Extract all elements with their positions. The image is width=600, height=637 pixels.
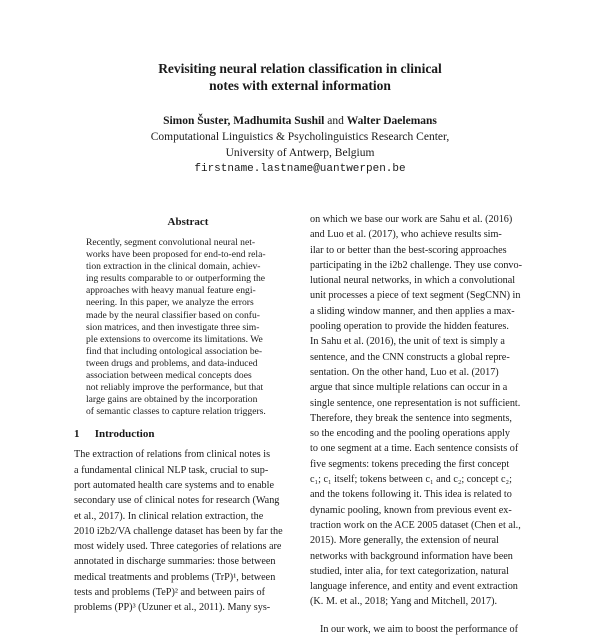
abstract-heading: Abstract bbox=[167, 216, 209, 228]
right-column-line: 2015). More generally, the extension of neural bbox=[310, 535, 499, 547]
right-column-line: dynamic pooling, known from previous event ex- bbox=[310, 504, 512, 516]
right-column-line: participating in the i2b2 challenge. They use convo- bbox=[310, 259, 522, 271]
right-column-line: In Sahu et al. (2016), the unit of text is simply a bbox=[310, 336, 505, 348]
right-column-line: five segments: tokens preceding the first concept bbox=[310, 458, 510, 470]
right-column-line: traction work on the ACE 2005 dataset (Chen et al., bbox=[310, 519, 521, 531]
intro-line: a fundamental clinical NLP task, crucial to sup- bbox=[74, 464, 269, 476]
abstract-line: not reliably improve the performance, but that bbox=[86, 382, 264, 394]
author-block bbox=[100, 113, 500, 177]
abstract-line: sion matrices, and then investigate three sim- bbox=[86, 321, 260, 333]
title-line-1: Revisiting neural relation classification in clinical bbox=[158, 61, 442, 76]
author-conjunction: and bbox=[327, 115, 344, 127]
right-column-line: c₁; c₁ itself; tokens between c₁ and c₂; concept c₂; bbox=[310, 474, 512, 486]
right-column-line: and Luo et al. (2017), who achieve results sim- bbox=[310, 229, 502, 241]
abstract-line: association between medical concepts does bbox=[86, 370, 252, 382]
right-column-line: to one segment at a time. Each sentence consists of bbox=[310, 443, 519, 455]
right-column-line: pooling operation to provide the hidden features. bbox=[310, 321, 509, 333]
intro-section-number: 1 bbox=[74, 428, 80, 441]
abstract-line: made by the neural classifier based on confu- bbox=[86, 309, 260, 321]
abstract-line: approaches with heavy manual feature engi- bbox=[86, 285, 256, 297]
right-column-line: unit processes a piece of text segment (SegCNN) in bbox=[310, 290, 521, 302]
intro-line: et al., 2017). In clinical relation extraction, the bbox=[74, 510, 264, 522]
right-column-line: a sliding window manner, and then applies a max- bbox=[310, 305, 515, 317]
left-column bbox=[74, 212, 302, 616]
abstract-line: ple extensions to overcome its limitations. We bbox=[86, 333, 263, 345]
right-column-line: so the encoding and the pooling operations apply bbox=[310, 428, 511, 440]
intro-line: medical treatments and problems (TrP)¹, between bbox=[74, 571, 276, 583]
intro-body bbox=[74, 447, 302, 615]
right-column-line: ilar to or better than the best-scoring approaches bbox=[310, 244, 507, 256]
author-names bbox=[100, 113, 500, 129]
right-column-new-paragraph: In our work, we aim to boost the performance of bbox=[320, 623, 519, 635]
abstract-line: ing results comparable to or outperforming the bbox=[86, 273, 266, 285]
right-column-line: lutional neural networks, in which a convolutional bbox=[310, 275, 516, 287]
abstract-body bbox=[86, 237, 288, 418]
affiliation-line-2: University of Antwerp, Belgium bbox=[225, 147, 375, 159]
intro-line: annotated in discharge summaries: those between bbox=[74, 556, 276, 568]
abstract-line: neering. In this paper, we analyze the errors bbox=[86, 297, 254, 309]
intro-line: port automated health care systems and to enable bbox=[74, 480, 274, 491]
right-column bbox=[310, 212, 532, 637]
abstract-line: works have been proposed for end-to-end rela- bbox=[86, 249, 266, 261]
abstract-line: of semantic classes to capture relation triggers. bbox=[86, 406, 266, 418]
author-names-last: Walter Daelemans bbox=[346, 115, 437, 127]
paper-title bbox=[100, 60, 500, 94]
title-line-2: notes with external information bbox=[209, 78, 391, 93]
intro-line: problems (PP)³ (Uzuner et al., 2011). Many sys- bbox=[74, 602, 271, 614]
right-column-line: networks with background information have been bbox=[310, 550, 513, 562]
intro-section-title: Introduction bbox=[94, 428, 155, 441]
right-column-line: language inference, and entity and event extraction bbox=[310, 581, 518, 593]
right-column-line: single sentence, one representation is not sufficient. bbox=[310, 397, 521, 409]
affiliation-line-1: Computational Linguistics & Psycholinguistics Research Center, bbox=[150, 131, 450, 143]
right-column-line: on which we base our work are Sahu et al. (2016) bbox=[310, 214, 513, 225]
right-column-line: Therefore, they break the sentence into segments, bbox=[310, 412, 512, 424]
intro-line: most widely used. Three categories of relations are bbox=[74, 541, 282, 553]
right-column-body bbox=[310, 212, 532, 610]
right-column-line: (K. M. et al., 2018; Yang and Mitchell, 2017). bbox=[310, 596, 498, 608]
intro-line: 2010 i2b2/VA challenge dataset has been by far the bbox=[74, 525, 283, 537]
abstract-line: Recently, segment convolutional neural net- bbox=[86, 237, 256, 248]
intro-line: secondary use of clinical notes for research (Wang bbox=[74, 495, 280, 507]
author-names-first: Simon Šuster, Madhumita Sushil bbox=[163, 115, 325, 127]
abstract-line: tion extraction in the clinical domain, achiev- bbox=[86, 261, 261, 273]
right-column-line: sentence, and the CNN constructs a global repre- bbox=[310, 351, 510, 363]
right-column-line: and the tokens following it. This idea is related to bbox=[310, 489, 512, 501]
abstract-line: large gains are obtained by the incorporation bbox=[86, 394, 258, 406]
right-column-line: studied, inter alia, for text categorization, natural bbox=[310, 565, 509, 577]
abstract-line: find that including ontological association be- bbox=[86, 345, 263, 357]
author-email: firstname.lastname@uantwerpen.be bbox=[194, 163, 406, 175]
intro-line: The extraction of relations from clinical notes is bbox=[74, 449, 271, 461]
abstract-line: tween drugs and problems, and data-induced bbox=[86, 357, 258, 369]
right-column-line: sentation. On the other hand, Luo et al. (2017) bbox=[310, 366, 499, 378]
intro-heading bbox=[74, 427, 302, 441]
intro-line: tests and problems (TeP)² and between pairs of bbox=[74, 587, 266, 599]
right-column-line: argue that since multiple relations can occur in a bbox=[310, 382, 508, 394]
